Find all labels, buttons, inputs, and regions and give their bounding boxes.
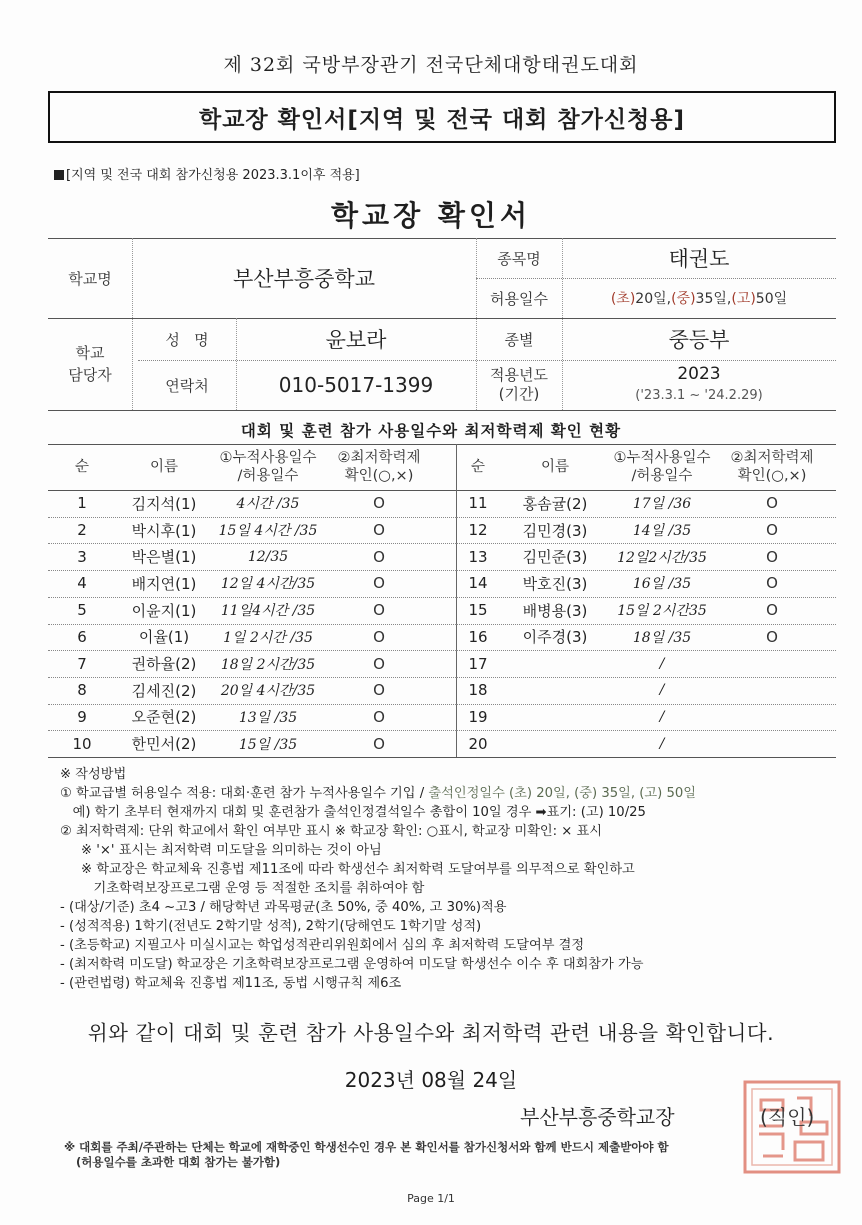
header-days-right-2: /허용일수 bbox=[631, 468, 693, 484]
row-days-cell: 18일 /35 bbox=[632, 629, 692, 646]
footnote bbox=[64, 1140, 844, 1170]
row-no-cell: 8 bbox=[77, 681, 87, 700]
row-name-cell: 이율(1) bbox=[138, 628, 190, 647]
row-no-cell: 16 bbox=[468, 627, 488, 646]
manager-label-line1: 학교 bbox=[75, 344, 105, 362]
row-no-cell: 15 bbox=[468, 601, 488, 620]
row-name-cell: 김민경(3) bbox=[522, 521, 588, 540]
row-check-cell: O bbox=[373, 574, 385, 593]
note-line: - (초등학교) 지필고사 미실시교는 학업성적관리위원회에서 심의 후 최저학력 도달여부 결정 bbox=[60, 938, 585, 953]
header-days-left-2: /허용일수 bbox=[237, 468, 299, 484]
division-label: 종별 bbox=[504, 330, 534, 349]
footnote-line2: (허용일수를 초과한 대회 참가는 불가함) bbox=[64, 1155, 281, 1169]
row-name-cell bbox=[500, 650, 610, 677]
row-name-cell: 박호진(3) bbox=[522, 574, 588, 593]
row-name-cell: 오준현(2) bbox=[131, 708, 197, 727]
header-check-right-2: 확인(○,×) bbox=[737, 468, 807, 484]
header-check-left-2: 확인(○,×) bbox=[344, 468, 414, 484]
row-days-cell: 12일 4시간/35 bbox=[220, 576, 316, 593]
footnote-line1: ※ 대회를 주최/주관하는 단체는 학교에 재학중인 학생선수인 경우 본 확인서를 참가신청서와 함께 반드시 제출받아야 함 bbox=[64, 1140, 669, 1154]
header-name-right: 이름 bbox=[540, 458, 569, 475]
row-days-cell: / bbox=[659, 735, 665, 752]
note-line bbox=[60, 784, 840, 803]
allow-days-label: 허용일수 bbox=[490, 289, 548, 308]
division-value: 중등부 bbox=[668, 328, 730, 352]
note-line: - (성적적용) 1학기(전년도 2학기말 성적), 2학기(당해연도 1학기말 성적) bbox=[60, 919, 482, 934]
row-no-cell: 19 bbox=[468, 707, 488, 726]
row-check-cell: O bbox=[766, 494, 778, 513]
row-no-cell: 1 bbox=[77, 494, 87, 513]
name-value: 윤보라 bbox=[325, 328, 387, 352]
row-name-cell: 홍솜귤(2) bbox=[522, 494, 588, 513]
note-line: ② 최저학력제: 단위 학교에서 확인 여부만 표시 ※ 학교장 확인: ○표시, 학교장 미확인: × 표시 bbox=[60, 824, 603, 839]
row-name-cell: 배지연(1) bbox=[131, 574, 197, 593]
note-line: 기초학력보장프로그램 운영 등 적절한 조치를 취하여야 함 bbox=[60, 881, 425, 896]
year-label-line1: 적용년도 bbox=[490, 366, 548, 384]
name-label: 성 명 bbox=[165, 330, 209, 349]
row-days-cell: 20일 4시간/35 bbox=[220, 683, 316, 700]
year-label-line2: (기간) bbox=[498, 385, 540, 403]
row-check-cell: O bbox=[373, 521, 385, 540]
sport-value: 태권도 bbox=[668, 247, 730, 271]
row-check-cell: O bbox=[373, 601, 385, 620]
row-no-cell: 3 bbox=[77, 547, 87, 566]
boxed-title-text: 학교장 확인서[지역 및 전국 대회 참가신청용] bbox=[199, 106, 685, 133]
row-check-cell: O bbox=[373, 707, 385, 726]
row-days-cell: 14일 /35 bbox=[632, 523, 692, 540]
row-days-cell: 11일4시간 /35 bbox=[220, 603, 316, 620]
row-name-cell: 이윤지(1) bbox=[131, 601, 197, 620]
row-check-cell bbox=[716, 730, 828, 757]
row-no-cell: 14 bbox=[468, 574, 488, 593]
row-name-cell: 한민서(2) bbox=[131, 735, 197, 754]
row-days-cell: 12/35 bbox=[247, 548, 289, 565]
row-days-cell: 15일 /35 bbox=[238, 736, 298, 753]
row-no-cell: 11 bbox=[468, 494, 488, 513]
row-check-cell bbox=[716, 650, 828, 677]
note-line: ※ '×' 표시는 최저학력 미도달을 의미하는 것이 아님 bbox=[60, 843, 382, 858]
note-text: 예) 학기 초부터 현재까지 대회 및 훈련참가 출석인정결석일수 총합이 10일 경우 bbox=[60, 805, 536, 820]
header-days-right-1: ①누적사용일수 bbox=[613, 449, 711, 466]
contact-label: 연락처 bbox=[165, 376, 209, 395]
note-line: - (대상/기준) 초4 ~고3 / 해당학년 과목평균(초 50%, 중 40%, 고 30%)적용 bbox=[60, 900, 507, 915]
manager-label bbox=[48, 318, 132, 410]
seal-label: (직인) bbox=[760, 1105, 815, 1129]
row-check-cell: O bbox=[373, 494, 385, 513]
row-no-cell: 17 bbox=[468, 654, 488, 673]
header-no-left: 순 bbox=[74, 458, 89, 475]
event-title: 제 32회 국방부장관기 전국단체대항태권도대회 bbox=[223, 54, 639, 76]
row-no-cell: 20 bbox=[468, 734, 488, 753]
note-line bbox=[60, 803, 840, 822]
sport-label: 종목명 bbox=[497, 249, 541, 268]
row-name-cell bbox=[500, 730, 610, 757]
confirmation-statement: 위와 같이 대회 및 훈련 참가 사용일수와 최저학력 관련 내용을 확인합니다. bbox=[87, 1021, 775, 1045]
row-days-cell: 4시간 /35 bbox=[236, 496, 300, 513]
row-days-cell: 16일 /35 bbox=[632, 576, 692, 593]
year-value-cell bbox=[562, 360, 836, 410]
year-label bbox=[476, 360, 562, 410]
allow-prefix-high: (고) bbox=[731, 291, 756, 307]
row-no-cell: 9 bbox=[77, 707, 87, 726]
row-days-cell: / bbox=[659, 655, 665, 672]
row-name-cell: 김세진(2) bbox=[131, 681, 197, 700]
row-no-cell: 13 bbox=[468, 547, 488, 566]
allow-prefix-elem: (초) bbox=[610, 291, 636, 307]
row-name-cell: 김지석(1) bbox=[131, 494, 197, 513]
note-text: ➡표기: (고) 10/25 bbox=[535, 805, 646, 820]
page-number: Page 1/1 bbox=[407, 1192, 455, 1205]
row-check-cell: O bbox=[766, 574, 778, 593]
row-name-cell bbox=[500, 704, 610, 731]
row-name-cell: 이주경(3) bbox=[522, 628, 588, 647]
row-no-cell: 18 bbox=[468, 681, 488, 700]
year-value: 2023 bbox=[677, 364, 721, 384]
note-line: ※ 학교장은 학교체육 진흥법 제11조에 따라 학생선수 최저학력 도달여부를 의무적으로 확인하고 bbox=[60, 862, 635, 877]
row-name-cell bbox=[500, 677, 610, 704]
note-line: - (관련법령) 학교체육 진흥법 제11조, 동법 시행규칙 제6조 bbox=[60, 976, 402, 991]
boxed-title bbox=[48, 91, 836, 143]
header-name-left: 이름 bbox=[149, 458, 178, 475]
row-check-cell: O bbox=[373, 627, 385, 646]
row-check-cell bbox=[716, 677, 828, 704]
row-check-cell bbox=[716, 704, 828, 731]
row-no-cell: 2 bbox=[77, 521, 87, 540]
header-check-left-1: ②최저학력제 bbox=[337, 449, 421, 466]
square-bullet-icon bbox=[54, 170, 64, 180]
row-name-cell: 권하율(2) bbox=[131, 655, 197, 674]
section-title: 대회 및 훈련 참가 사용일수와 최저학력제 확인 현황 bbox=[240, 422, 622, 440]
allow-value-mid: 35일, bbox=[695, 291, 732, 307]
row-check-cell: O bbox=[373, 654, 385, 673]
row-check-cell: O bbox=[766, 601, 778, 620]
row-name-cell: 박시후(1) bbox=[131, 521, 197, 540]
notes-heading: ※ 작성방법 bbox=[60, 767, 127, 782]
allow-value-high: 50일 bbox=[755, 291, 788, 307]
row-no-cell: 6 bbox=[77, 627, 87, 646]
school-name-label: 학교명 bbox=[68, 269, 112, 288]
row-name-cell: 배병용(3) bbox=[522, 601, 588, 620]
contact-value: 010-5017-1399 bbox=[278, 373, 434, 397]
row-check-cell: O bbox=[766, 521, 778, 540]
header-days-left-1: ①누적사용일수 bbox=[219, 449, 317, 466]
allow-value-elem: 20일, bbox=[635, 291, 672, 307]
row-no-cell: 7 bbox=[77, 654, 87, 673]
row-days-cell: / bbox=[659, 708, 665, 725]
row-days-cell: 17일 /36 bbox=[632, 496, 692, 513]
header-days-left bbox=[212, 444, 324, 490]
row-no-cell: 4 bbox=[77, 574, 87, 593]
writing-instructions bbox=[60, 765, 840, 993]
header-check-right bbox=[716, 444, 828, 490]
row-days-cell: 12일2시간/35 bbox=[617, 549, 707, 566]
row-check-cell: O bbox=[373, 734, 385, 753]
note-text: ① 학교급별 허용일수 적용: 대회·훈련 참가 누적사용일수 기입 / bbox=[60, 786, 429, 801]
row-no-cell: 12 bbox=[468, 521, 488, 540]
row-days-cell: 1일 2시간 /35 bbox=[223, 629, 313, 646]
header-check-right-1: ②최저학력제 bbox=[730, 449, 814, 466]
row-check-cell: O bbox=[766, 547, 778, 566]
note-line: - (최저학력 미도달) 학교장은 기초학력보장프로그램 운영하여 미도달 학생선수 이수 후 대회참가 가능 bbox=[60, 957, 644, 972]
row-name-cell: 박은별(1) bbox=[131, 548, 197, 567]
row-days-cell: 15일 4시간 /35 bbox=[218, 523, 318, 540]
row-days-cell: 13일 /35 bbox=[238, 709, 298, 726]
header-no-right: 순 bbox=[470, 458, 485, 475]
document-title: 학교장 확인서 bbox=[330, 199, 532, 232]
row-check-cell: O bbox=[373, 681, 385, 700]
row-days-cell: / bbox=[659, 682, 665, 699]
principal-signature: 부산부흥중학교장 bbox=[520, 1105, 675, 1129]
school-name-value: 부산부흥중학교 bbox=[232, 267, 375, 291]
header-check-left bbox=[324, 444, 434, 490]
manager-label-line2: 담당자 bbox=[68, 366, 112, 384]
year-period: ('23.3.1 ~ '24.2.29) bbox=[635, 388, 763, 403]
form-note bbox=[54, 164, 360, 183]
row-days-cell: 18일 2시간/35 bbox=[220, 656, 316, 673]
note-accent: 출석인정일수 (초) 20일, (중) 35일, (고) 50일 bbox=[428, 786, 696, 801]
header-days-right bbox=[606, 444, 718, 490]
form-note-text: [지역 및 전국 대회 참가신청용 2023.3.1이후 적용] bbox=[66, 168, 360, 183]
row-no-cell: 10 bbox=[72, 734, 92, 753]
allow-days-value bbox=[562, 278, 836, 318]
row-no-cell: 5 bbox=[77, 601, 87, 620]
row-days-cell: 15일 2시간35 bbox=[617, 603, 707, 620]
issue-date: 2023년 08월 24일 bbox=[344, 1068, 518, 1092]
row-check-cell: O bbox=[766, 627, 778, 646]
row-check-cell: O bbox=[373, 547, 385, 566]
row-name-cell: 김민준(3) bbox=[522, 548, 588, 567]
allow-prefix-mid: (중) bbox=[671, 291, 696, 307]
